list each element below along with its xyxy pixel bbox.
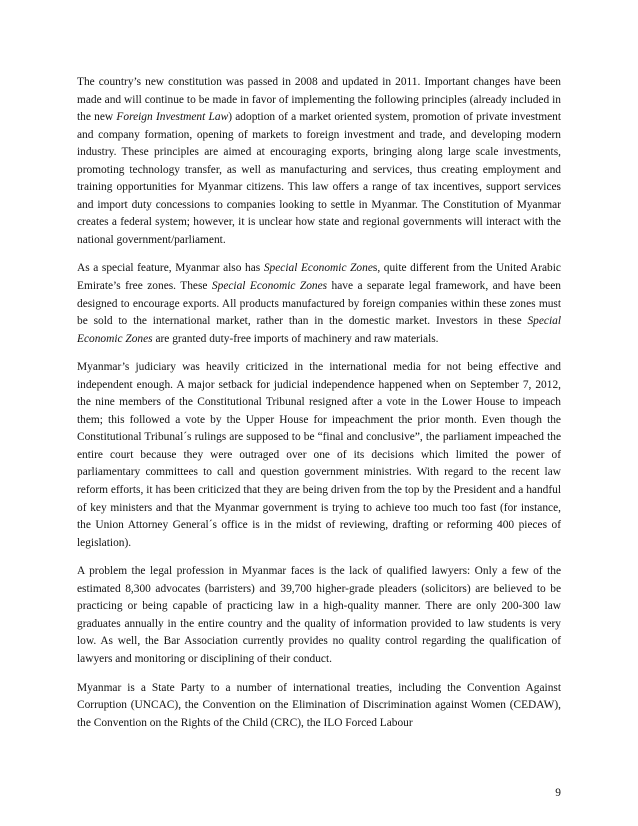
- text-run: Myanmar is a State Party to a number of international treaties, including the Convention Against Corruption (UNCAC), the Convention on the Elimination of Discrimination against Women (CEDAW), the Convention on the Rights of the Child (CRC), the ILO Forced Labour: [77, 681, 561, 729]
- italic-term: Foreign Investment Law: [116, 111, 229, 124]
- italic-term: Special Economic Zone: [263, 262, 373, 275]
- text-run: A problem the legal profession in Myanmar faces is the lack of qualified lawyers: Only a few of the estimated 8,300 advocates (barristers) and 39,700 higher-grade pleaders (solicitors) are believed to be practicing or being capable of practicing law in a high-quality manner. There are only 200-300 law graduates annually in the entire country and the quality of information provided to law students is very low. As well, the Bar Association currently provides no quality control regarding the qualification of lawyers and monitoring or disciplining of their conduct.: [77, 565, 561, 665]
- text-run: The country’s new constitution was passed in 2008 and updated in 2011. Important changes have been made and will continue to be made in favor of implementing the following principles (already included in the new: [77, 76, 561, 124]
- paragraph-special-economic-zones: [77, 260, 561, 348]
- paragraph-constitution: [77, 74, 561, 249]
- paragraph-international-treaties: [77, 680, 561, 733]
- text-run: s, quite different from the United Arabic Emirate’s free zones. These: [77, 262, 561, 293]
- italic-term: Special Economic Zones: [211, 280, 328, 293]
- paragraph-judiciary: [77, 359, 561, 552]
- text-run: Myanmar’s judiciary was heavily criticized in the international media for not being effective and independent enough. A major setback for judicial independence happened when on September 7, 2012, the nine members of the Constitutional Tribunal resigned after a vote in the Lower House to impeach them; this followed a vote by the Upper House for impeachment the prior month. Even though the Constitutional Tribunal´s rulings are supposed to be “final and conclusive”, the parliament impeached the entire court because they were outraged over one of its decisions which limited the power of parliamentary committees to call and question government ministries. With regard to the recent law reform efforts, it has been criticized that they are being driven from the top by the President and a handful of key ministers and that the Myanmar government is trying to achieve too much too fast (for instance, the Union Attorney General´s office is in the midst of reviewing, drafting or reforming 400 pieces of legislation).: [77, 361, 561, 549]
- page-number: 9: [555, 787, 561, 799]
- paragraph-legal-profession: [77, 563, 561, 668]
- body-text: [77, 74, 561, 743]
- text-run: are granted duty-free imports of machinery and raw materials.: [152, 332, 439, 345]
- text-run: As a special feature, Myanmar also has: [77, 262, 264, 275]
- italic-term: Special Economic Zones: [77, 315, 561, 345]
- text-run: ) adoption of a market oriented system, promotion of private investment and company formation, opening of markets to foreign investment and trade, and developing modern industry. These principles are aimed at encouraging exports, bringing along large scale investments, promoting technology transfer, as well as manufacturing and services, thus creating employment and training opportunities for Myanmar citizens. This law offers a range of tax incentives, support services and import duty concessions to companies looking to settle in Myanmar. The Constitution of Myanmar creates a federal system; however, it is unclear how state and regional governments will interact with the national government/parliament.: [77, 111, 561, 246]
- text-run: have a separate legal framework, and have been designed to encourage exports. All products manufactured by foreign companies within these zones must be sold to the international market, rather than in the domestic market. Investors in these: [77, 280, 561, 328]
